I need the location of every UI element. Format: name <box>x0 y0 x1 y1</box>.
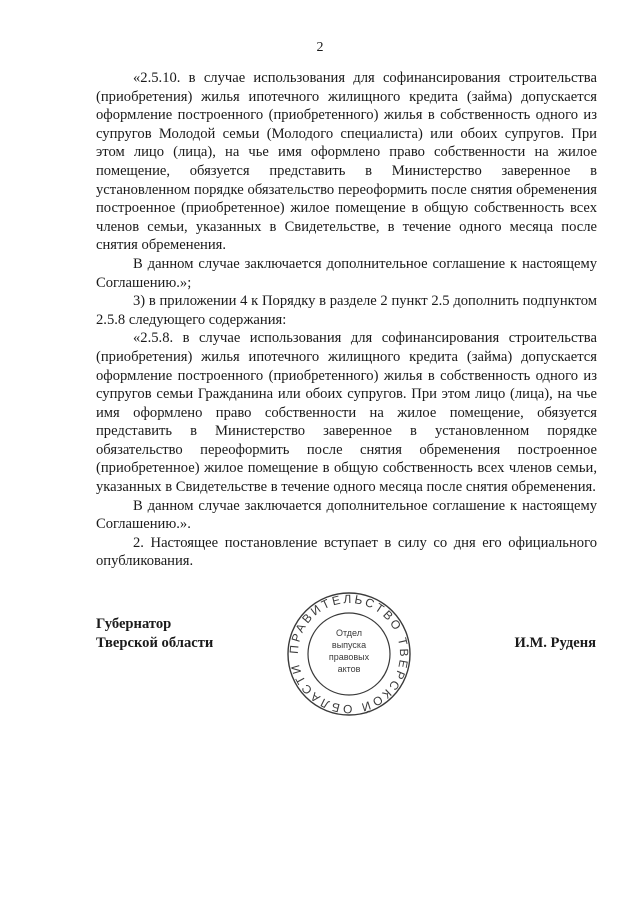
signatory-title-line-1: Губернатор <box>96 616 172 632</box>
paragraph-effective-date: 2. Настоящее постановление вступает в силу со дня его официального опубликования. <box>96 534 597 570</box>
stamp-line-2: выпуска <box>331 640 367 650</box>
paragraph-item-3: 3) в приложении 4 к Порядку в разделе 2 пункт 2.5 дополнить подпунктом 2.5.8 следующего содержания: <box>96 293 597 328</box>
official-stamp <box>286 591 412 717</box>
document-body <box>96 69 597 571</box>
paragraph-additional-agreement-1: В данном случае заключается дополнительное соглашение к настоящему Соглашению.»; <box>96 255 597 291</box>
stamp-ring-text: ПРАВИТЕЛЬСТВО ТВЕРСКОЙ ОБЛАСТИ <box>286 591 412 717</box>
paragraph-2-5-10: «2.5.10. в случае использования для софинансирования строительства (приобретения) жилья ипотечного жилищного кредита (займа) допускается оформление построенного (приобретенного) жилья в собственность одного из супругов Молодой семьи (Молодого специалиста) или обоих супругов. При этом лицо (лица), на чье имя оформлено право собственности на жилое помещение, обязуется представить в Министерство заверенное в установленном порядке обязательство переоформить после снятия обременения построенное (приобретенное) жилое помещение в общую собственность всех членов семьи, указанных в Свидетельстве, в течение одного месяца после снятия обременения. <box>96 70 597 254</box>
stamp-seal-icon <box>286 591 412 717</box>
stamp-line-1: Отдел <box>335 628 363 638</box>
paragraph-2-5-8: «2.5.8. в случае использования для софинансирования строительства (приобретения) жилья ипотечного жилищного кредита (займа) допускается оформление построенного (приобретенного) жилья в собственность одного из супругов семьи Гражданина или обоих супругов. При этом лицо (лица), на чье имя оформлено право собственности на жилое помещение, обязуется представить в Министерство заверенное в установленном порядке обязательство переоформить после снятия обременения построенное (приобретенное) жилое помещение в общую собственность всех членов семьи, указанных в Свидетельстве в течение одного месяца после снятия обременения. <box>96 330 597 496</box>
stamp-line-3: правовых <box>328 652 370 662</box>
signatory-title <box>96 615 213 652</box>
signatory-title-line-2: Тверской области <box>96 634 214 651</box>
signatory-name: И.М. Руденя <box>514 635 596 651</box>
stamp-line-4: актов <box>337 664 361 674</box>
page-number: 2 <box>316 40 324 55</box>
paragraph-additional-agreement-2: В данном случае заключается дополнительное соглашение к настоящему Соглашению.». <box>96 497 597 533</box>
